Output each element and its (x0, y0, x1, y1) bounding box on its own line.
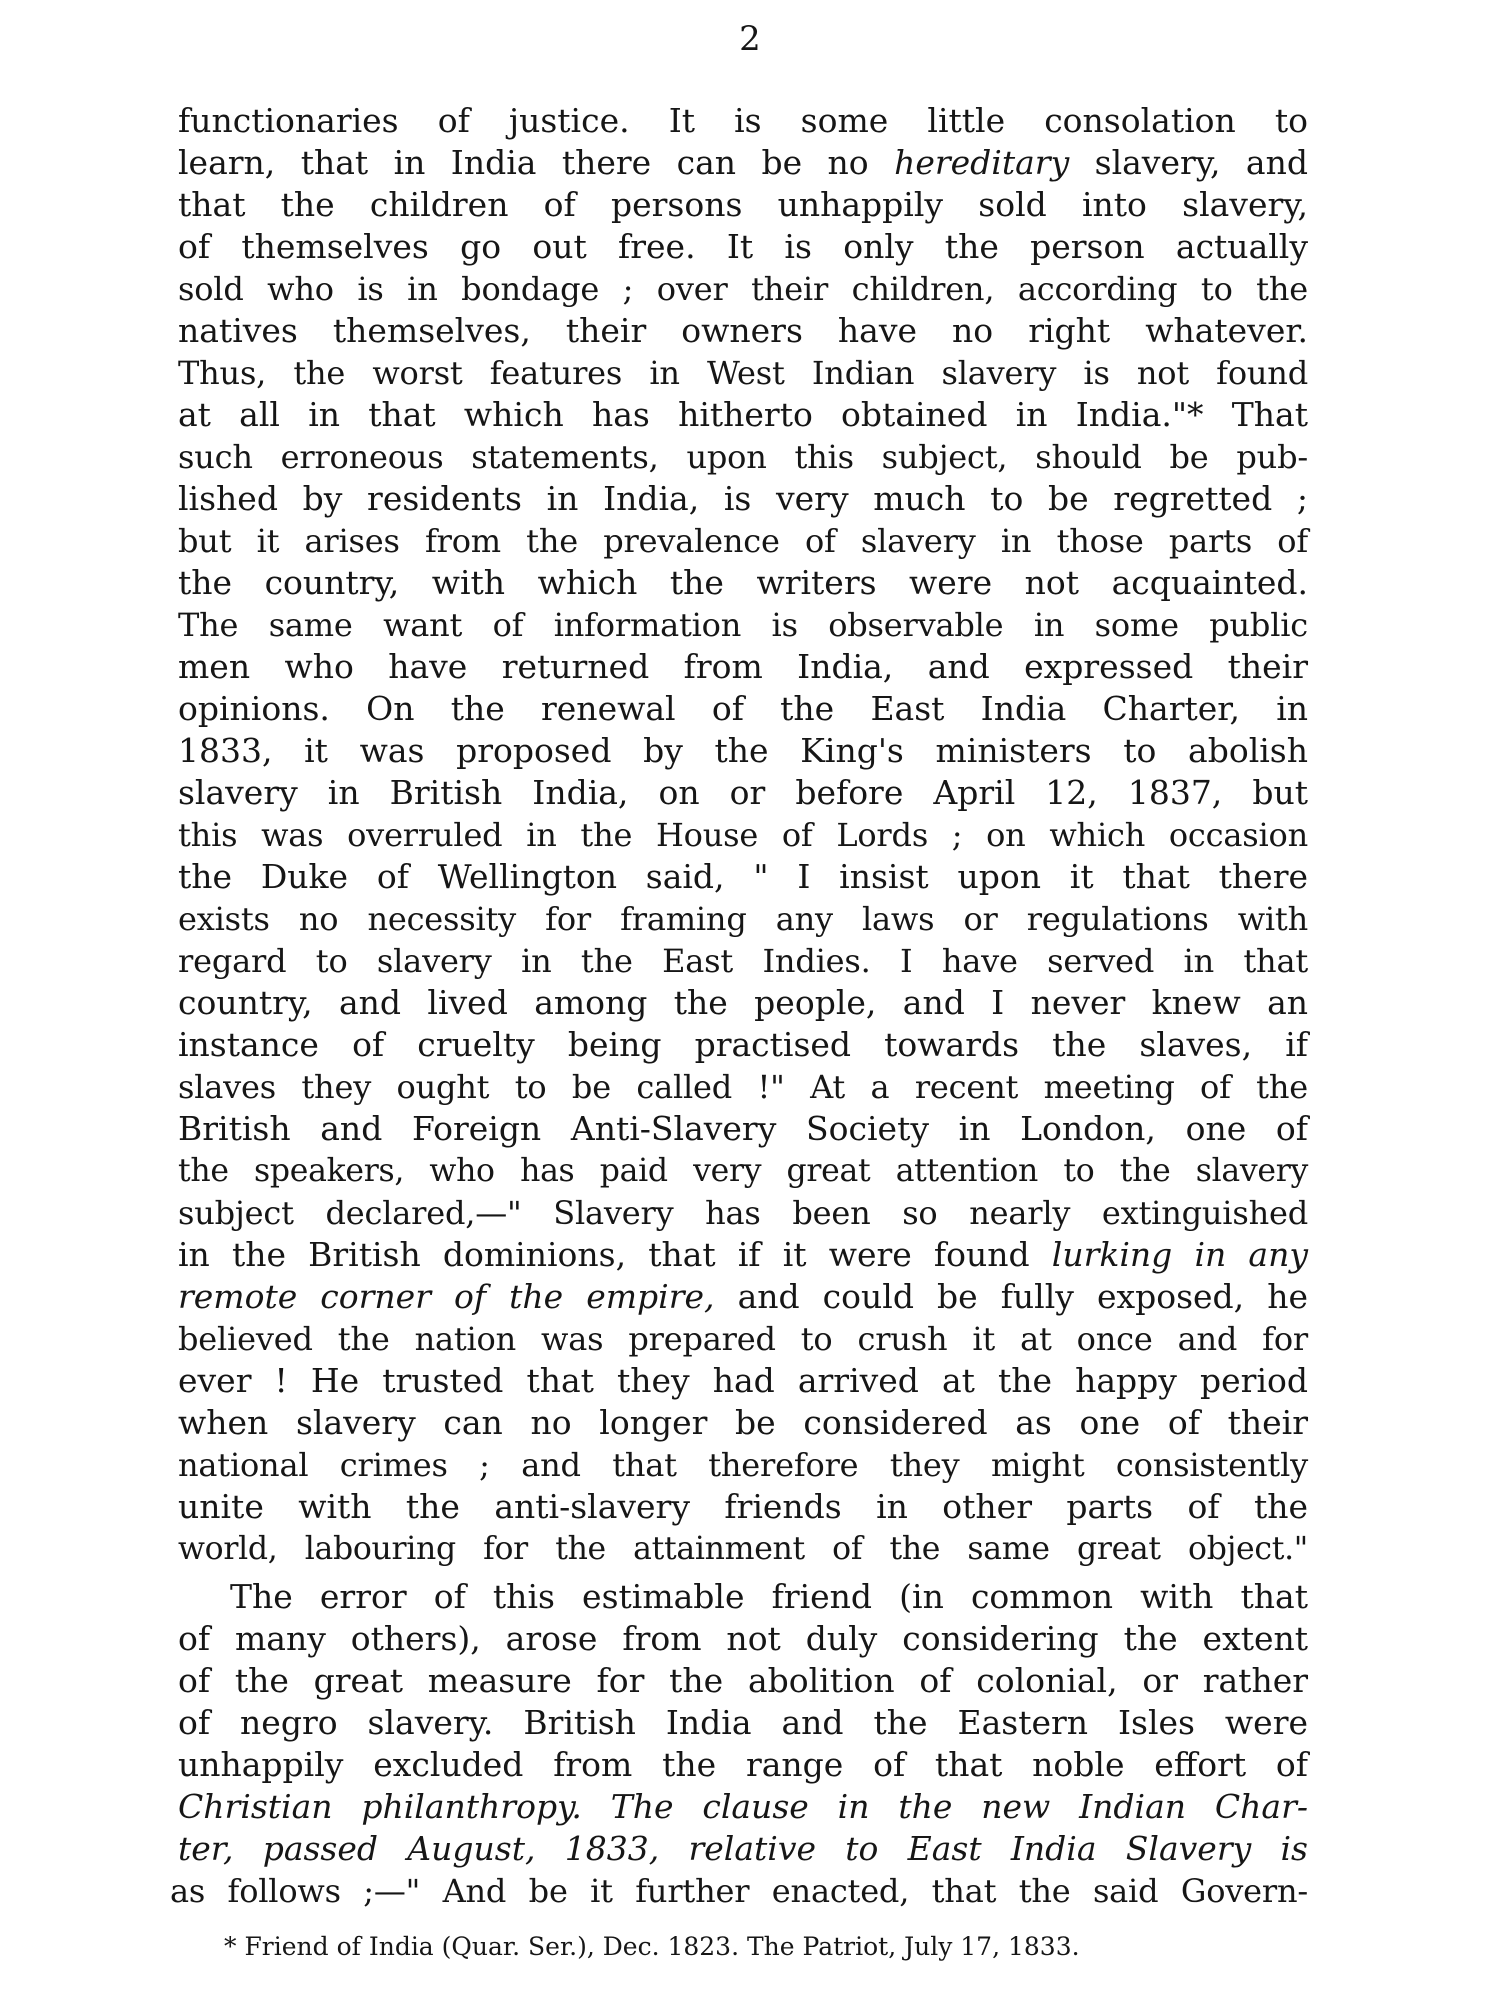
text-line: 1833, it was proposed by the King's ministers to abolish (178, 731, 1308, 770)
text-line: exists no necessity for framing any laws or regulations with (178, 900, 1308, 938)
text-line: learn, that in India there can be no hereditary slavery, and (178, 143, 1308, 182)
text-line: but it arises from the prevalence of slavery in those parts of (178, 522, 1308, 560)
text-line: that the children of persons unhappily sold into slavery, (178, 185, 1308, 224)
text-line: instance of cruelty being practised towards the slaves, if (178, 1025, 1308, 1064)
text-line: functionaries of justice. It is some little consolation to (178, 101, 1308, 140)
text-line: ever ! He trusted that they had arrived at the happy period (178, 1361, 1308, 1400)
body-text (170, 100, 1308, 1912)
text-line: British and Foreign Anti-Slavery Society in London, one of (178, 1109, 1308, 1148)
text-line: in the British dominions, that if it were found lurking in any (178, 1235, 1308, 1274)
text-line: this was overruled in the House of Lords ; on which occasion (178, 816, 1308, 854)
text-line: The same want of information is observable in some public (178, 606, 1308, 644)
text-line: men who have returned from India, and expressed their (178, 647, 1308, 686)
text-line: regard to slavery in the East Indies. I have served in that (178, 942, 1308, 980)
text-line: slavery in British India, on or before April 12, 1837, but (178, 773, 1308, 812)
text-line: unhappily excluded from the range of that noble effort of (178, 1745, 1308, 1784)
text-line: of negro slavery. British India and the Eastern Isles were (178, 1703, 1308, 1742)
text-line: sold who is in bondage ; over their children, according to the (178, 270, 1308, 308)
text-line: the speakers, who has paid very great attention to the slavery (178, 1153, 1308, 1189)
text-line: of themselves go out free. It is only the person actually (178, 227, 1308, 266)
text-line: subject declared,—" Slavery has been so nearly extinguished (178, 1194, 1308, 1232)
text-line: when slavery can no longer be considered as one of their (178, 1403, 1308, 1442)
text-line: Thus, the worst features in West Indian slavery is not found (178, 354, 1308, 392)
text-line: as follows ;—" And be it further enacted, that the said Govern- (170, 1872, 1308, 1910)
text-line: such erroneous statements, upon this subject, should be pub- (178, 438, 1308, 476)
text-line: at all in that which has hitherto obtained in India."* That (178, 395, 1308, 434)
text-line: unite with the anti-slavery friends in other parts of the (178, 1487, 1308, 1526)
text-line: national crimes ; and that therefore they might consistently (178, 1446, 1308, 1484)
text-line: the country, with which the writers were not acquainted. (178, 563, 1308, 602)
text-line: The error of this estimable friend (in common with that (230, 1577, 1308, 1616)
text-line: natives themselves, their owners have no right whatever. (178, 311, 1308, 350)
text-line: country, and lived among the people, and I never knew an (178, 983, 1308, 1022)
text-line: world, labouring for the attainment of the same great object." (178, 1531, 1308, 1567)
text-line: slaves they ought to be called !" At a recent meeting of the (178, 1068, 1308, 1106)
text-line: of the great measure for the abolition of colonial, or rather (178, 1661, 1308, 1700)
page-number: 2 (739, 19, 761, 59)
text-line: remote corner of the empire, and could be fully exposed, he (178, 1277, 1308, 1316)
text-line: ter, passed August, 1833, relative to East India Slavery is (178, 1829, 1308, 1868)
text-line: believed the nation was prepared to crush it at once and for (178, 1320, 1308, 1358)
text-line: Christian philanthropy. The clause in the new Indian Char- (178, 1787, 1308, 1826)
text-line: lished by residents in India, is very much to be regretted ; (178, 479, 1308, 518)
footnote: * Friend of India (Quar. Ser.), Dec. 1823. The Patriot, July 17, 1833. (224, 1932, 1080, 1961)
text-line: of many others), arose from not duly considering the extent (178, 1619, 1308, 1658)
text-line: the Duke of Wellington said, " I insist upon it that there (178, 857, 1308, 896)
text-line: opinions. On the renewal of the East India Charter, in (178, 689, 1308, 728)
